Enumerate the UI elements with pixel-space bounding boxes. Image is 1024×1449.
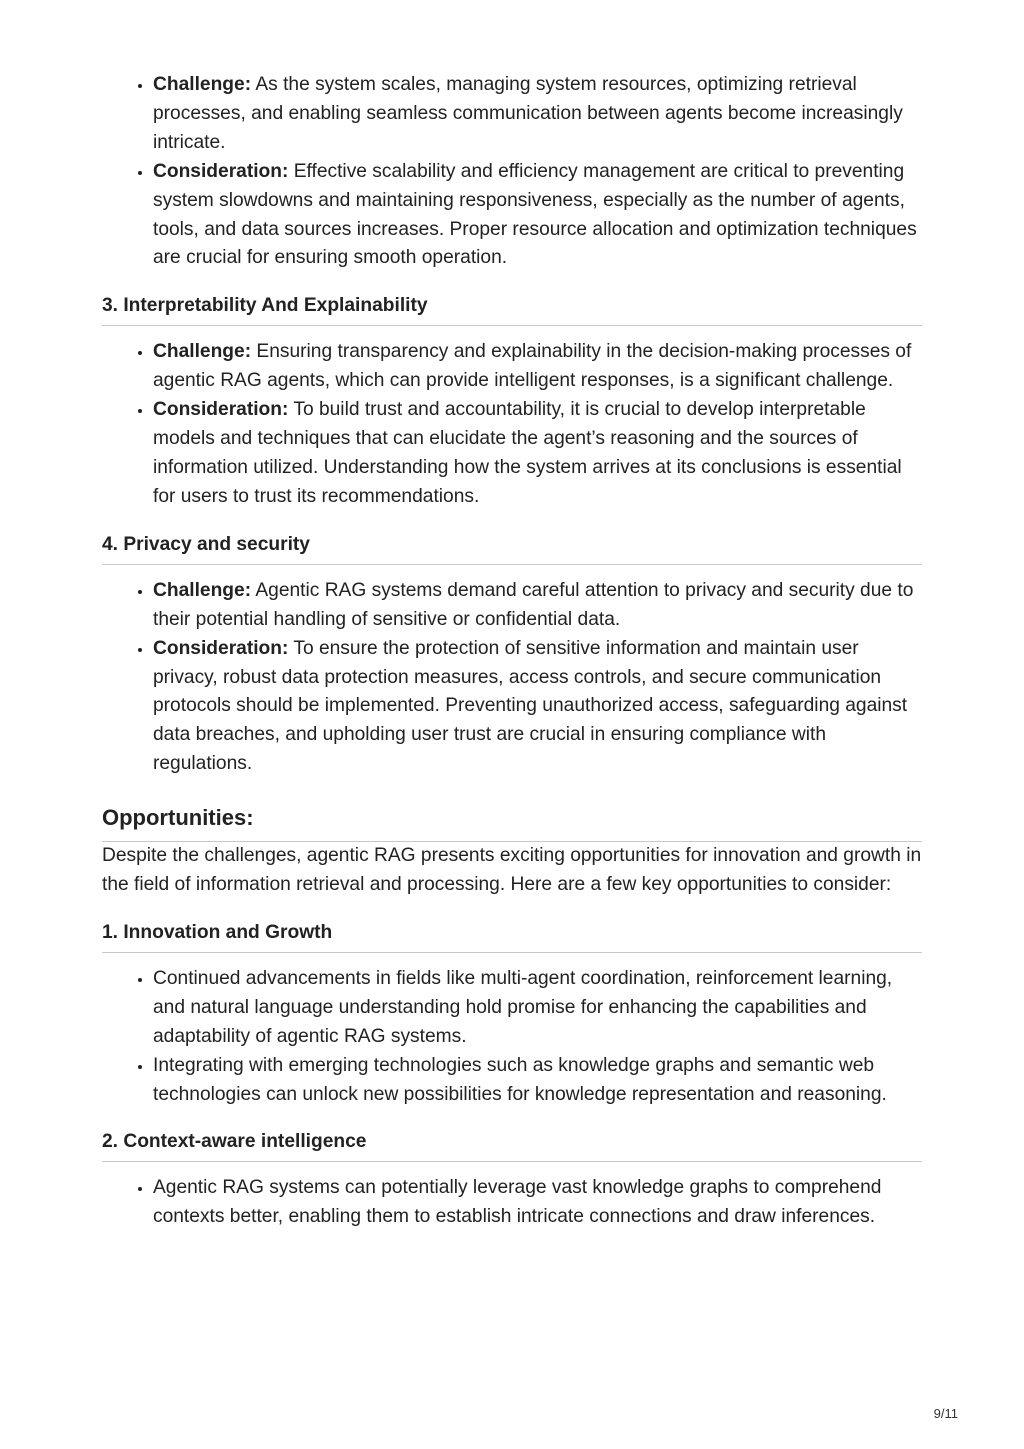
- scalability-list: [102, 71, 922, 273]
- list-item: [153, 338, 922, 396]
- list-item: • Continued advancements in fields like multi-agent coordination, reinforcement learning, and natural language understanding hold promise for enhancing the capabilities and adaptability of agentic RAG systems.: [153, 965, 922, 1052]
- section-heading-innovation: 1. Innovation and Growth: [102, 922, 922, 953]
- list-item: [153, 577, 922, 635]
- page-number: 9/11: [933, 1406, 958, 1421]
- item-text: To ensure the protection of sensitive information and maintain user privacy, robust data protection measures, access controls, and secure communication protocols should be implemented. Preventing unauthorized access, safeguarding against data breaches, and upholding user trust are crucial in ensuring compliance with regulations.: [153, 637, 908, 775]
- list-item: [153, 71, 922, 158]
- item-text: To build trust and accountability, it is crucial to develop interpretable models and techniques that can elucidate the agent’s reasoning and the sources of information utilized. Understanding how the system arrives at its conclusions is essential for users to trust its recommendations.: [153, 399, 902, 507]
- item-lead: Challenge:: [153, 579, 252, 601]
- item-text: Ensuring transparency and explainability in the decision-making processes of agentic RAG agents, which can provide intelligent responses, is a significant challenge.: [153, 341, 912, 392]
- opportunities-intro: Despite the challenges, agentic RAG presents exciting opportunities for innovation and growth in the field of information retrieval and processing. Here are a few key opportunities to consider:: [102, 845, 922, 896]
- item-lead: Challenge:: [153, 341, 252, 363]
- item-text: Effective scalability and efficiency management are critical to preventing system slowdowns and maintaining responsiveness, especially as the number of agents, tools, and data sources increases. Proper resource allocation and optimization techniques are crucial for ensuring smooth operation.: [153, 160, 917, 269]
- item-lead: Challenge:: [153, 74, 252, 95]
- list-item: [153, 396, 922, 512]
- list-item: [153, 158, 922, 274]
- list-item: [153, 635, 922, 780]
- section-heading-interpretability: 3. Interpretability And Explainability: [102, 295, 922, 326]
- item-lead: Consideration:: [153, 637, 289, 659]
- context-list: [102, 1174, 922, 1232]
- item-lead: Consideration:: [153, 399, 289, 421]
- section-heading-privacy: 4. Privacy and security: [102, 534, 922, 565]
- document-page: [102, 71, 922, 1232]
- item-text: Agentic RAG systems demand careful attention to privacy and security due to their potential handling of sensitive or confidential data.: [153, 579, 914, 630]
- privacy-list: [102, 577, 922, 779]
- item-lead: Consideration:: [153, 160, 289, 182]
- interpretability-list: [102, 338, 922, 511]
- list-item: • Integrating with emerging technologies such as knowledge graphs and semantic web technologies can unlock new possibilities for knowledge representation and reasoning.: [153, 1052, 922, 1110]
- opportunities-heading: Opportunities:: [102, 805, 922, 842]
- item-text: As the system scales, managing system resources, optimizing retrieval processes, and enabling seamless communication between agents become increasingly intricate.: [153, 74, 903, 153]
- innovation-list: [102, 965, 922, 1110]
- section-heading-context: 2. Context-aware intelligence: [102, 1131, 922, 1162]
- list-item: • Agentic RAG systems can potentially leverage vast knowledge graphs to comprehend contexts better, enabling them to establish intricate connections and draw inferences.: [153, 1174, 922, 1232]
